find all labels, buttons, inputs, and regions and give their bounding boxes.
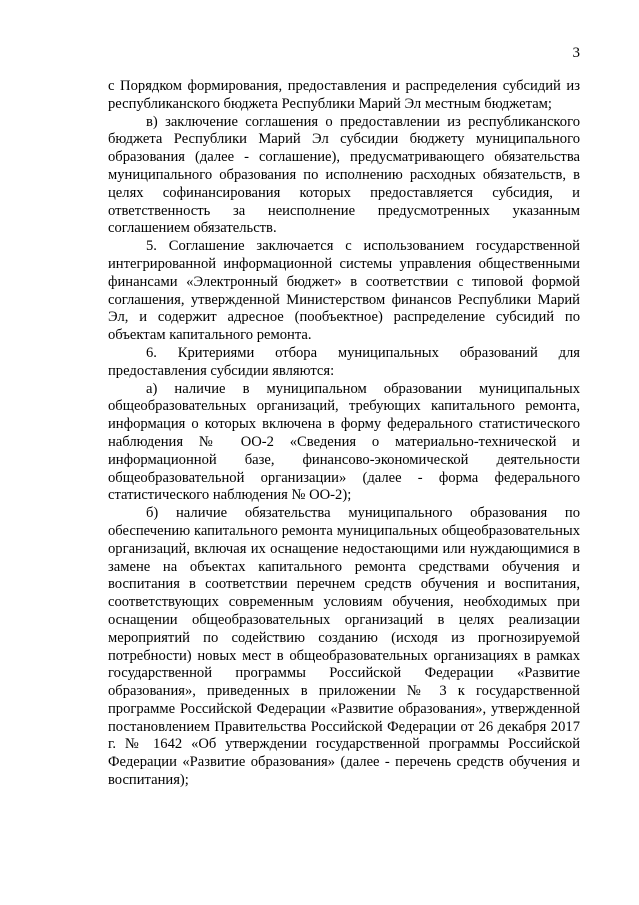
paragraph-item-a: а) наличие в муниципальном образовании муниципальных общеобразовательных организаций, требующих капитального ремонта, информация о которых включена в форму федерального статистического наблюдения № ОО-2 «Сведения о материально-технической и информационной базе, финансово-экономической деятельности общеобразовательной организации» (далее - форма федерального статистического наблюдения № ОО-2); <box>108 380 580 504</box>
paragraph-continuation: с Порядком формирования, предоставления и распределения субсидий из республиканского бюджета Республики Марий Эл местным бюджетам; <box>108 78 580 112</box>
document-body <box>108 78 580 790</box>
paragraph-item-b: б) наличие обязательства муниципального образования по обеспечению капитального ремонта муниципальных общеобразовательных организаций, включая их оснащение недостающими или нуждающимися в замене на объектах капитального ремонта средствами обучения и воспитания в соответствии перечнем средств обучения и воспитания, соответствующих современным условиям обучения, необходимых при оснащении общеобразовательных организаций в целях реализации мероприятий по содействию созданию (исходя из прогнозируемой потребности) новых мест в общеобразовательных организациях в рамках государственной программы Российской Федерации «Развитие образования», приведенных в приложении № 3 к государственной программе Российской Федерации «Развитие образования», утвержденной постановлением Правительства Российской Федерации от 26 декабря 2017 г. № 1642 «Об утверждении государственной программы Российской Федерации «Развитие образования» (далее - перечень средств обучения и воспитания); <box>108 505 580 789</box>
paragraph-section-6: 6. Критериями отбора муниципальных образований для предоставления субсидии являются: <box>108 344 580 379</box>
page-number: 3 <box>572 45 580 61</box>
paragraph-section-5: 5. Соглашение заключается с использованием государственной интегрированной информационной системы управления общественными финансами «Электронный бюджет» в соответствии с типовой формой соглашения, утвержденной Министерством финансов Республики Марий Эл, и содержит адресное (пообъектное) распределение субсидий по объектам капитального ремонта. <box>108 238 580 344</box>
paragraph-item-v: в) заключение соглашения о предоставлении из республиканского бюджета Республики Марий Эл субсидии бюджету муниципального образования (далее - соглашение), предусматривающего обязательства муниципального образования по исполнению расходных обязательств, в целях софинансирования которых предоставляется субсидия, и ответственность за неисполнение предусмотренных указанным соглашением обязательств. <box>108 113 580 237</box>
